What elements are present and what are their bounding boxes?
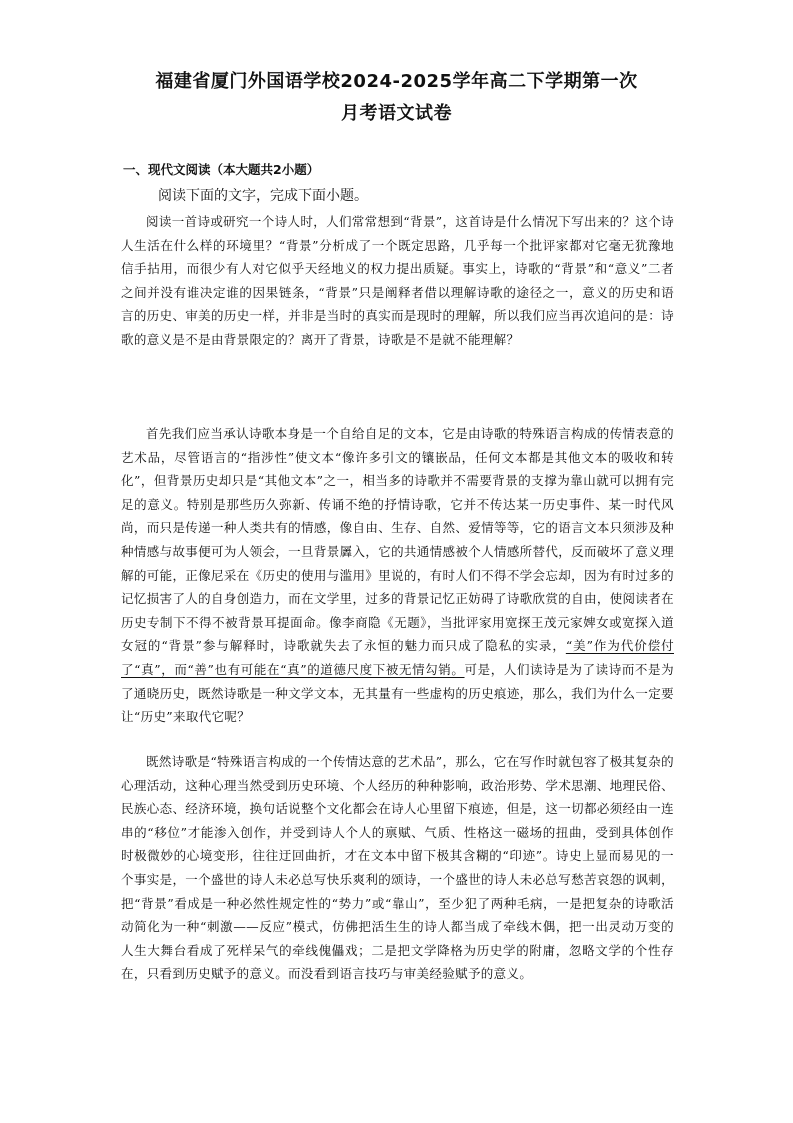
paragraph-text: 阅读一首诗或研究一个诗人时，人们常常想到“背景”，这首诗是什么情况下写出来的？这个诗人生活在什么样的环境里？“背景”分析成了一个既定思路，几乎每一个批评家都对它毫无犹豫地信手拈用，而很少有人对它似乎天经地义的权力提出质疑。事实上，诗歌的“背景”和“意义”二者之间并没有谁决定谁的因果链条，“背景”只是阐释者借以理解诗歌的途径之一，意义的历史和语言的历史、审美的历史一样，并非是当时的真实而是现时的理解，所以我们应当再次追问的是：诗歌的意义是不是由背景限定的？离开了背景，诗歌是不是就不能理解？ (121, 214, 674, 347)
title-line-1: 福建省厦门外国语学校2024-2025学年高二下学期第一次 (155, 71, 638, 92)
passage-paragraph-1 (121, 210, 674, 352)
underlined-sentence: “美”作为代价偿付了“真”，而“善”也有可能在“真”的道德尺度下被无情勾销。 (121, 638, 674, 677)
paragraph-text-after: 可是，人们读诗是为了读诗而不是为了通晓历史，既然诗歌是一种文学文本，无其量有一些虚构的历史痕迹，那么，我们为什么一定要让“历史”来取代它呢？ (121, 661, 674, 725)
paragraph-text: 既然诗歌是“特殊语言构成的一个传情达意的艺术品”，那么，它在写作时就包容了极其复杂的心理活动，这种心理当然受到历史环境、个人经历的种种影响，政治形势、学术思潮、地理民俗、民族心态、经济环境，换句话说整个文化都会在诗人心里留下痕迹，但是，这一切都必须经由一连串的“移位”才能渗入创作，并受到诗人个人的禀赋、气质、性格这一磁场的扭曲，受到具体创作时极微妙的心境变形，往往迂回曲折，才在文本中留下极其含糊的“印迹”。诗史上显而易见的一个事实是，一个盛世的诗人未必总写快乐爽利的颂诗，一个盛世的诗人未必总写愁苦哀怨的讽刺，把“背景”看成是一种必然性规定性的“势力”或“靠山”，至少犯了两种毛病，一是把复杂的诗歌活动简化为一种“刺激——反应”模式，仿佛把活生生的诗人都当成了牵线木偶，把一出灵动万变的人生大舞台看成了死样呆气的牵线傀儡戏；二是把文学降格为历史学的附庸，忽略文学的个性存在，只看到历史赋予的意义。而没看到语言技巧与审美经验赋予的意义。 (121, 754, 674, 982)
paragraph-text-before: 首先我们应当承认诗歌本身是一个自给自足的文本，它是由诗歌的特殊语言构成的传情表意的艺术品，尽管语言的“指涉性”使文本“像许多引文的镶嵌品，任何文本都是其他文本的吸收和转化”，但背景历史却只是“其他文本”之一，相当多的诗歌并不需要背景的支撑为靠山就可以拥有完足的意义。特别是那些历久弥新、传诵不绝的抒情诗歌，它并不传达某一历史事件、某一时代风尚，而只是传递一种人类共有的情感，像自由、生存、自然、爱情等等，它的语言文本只须涉及种种情感与故事便可为人领会，一旦背景羼入，它的共通情感被个人情感所替代，反而破坏了意义理解的可能，正像尼采在《历史的使用与滥用》里说的，有时人们不得不学会忘却，因为有时过多的记忆损害了人的自身创造力，而在文学里，过多的背景记忆正妨碍了诗歌欣赏的自由，使阅读者在历史专制下不得不被背景耳提面命。像李商隐《无题》，当批评家用宽探王茂元家婢女或宽探入道女冠的“背景”参与解释时，诗歌就失去了永恒的魅力而只成了隐私的实录， (121, 426, 674, 654)
passage-paragraph-2 (121, 422, 674, 729)
title-line-2: 月考语文试卷 (341, 103, 452, 124)
section-heading: 一、现代文阅读（本大题共2小题） (123, 162, 320, 177)
passage-paragraph-3 (121, 750, 674, 986)
paragraph-text (121, 422, 674, 729)
reading-instruction: 阅读下面的文字，完成下面小题。 (158, 188, 368, 204)
page-title (100, 66, 693, 130)
